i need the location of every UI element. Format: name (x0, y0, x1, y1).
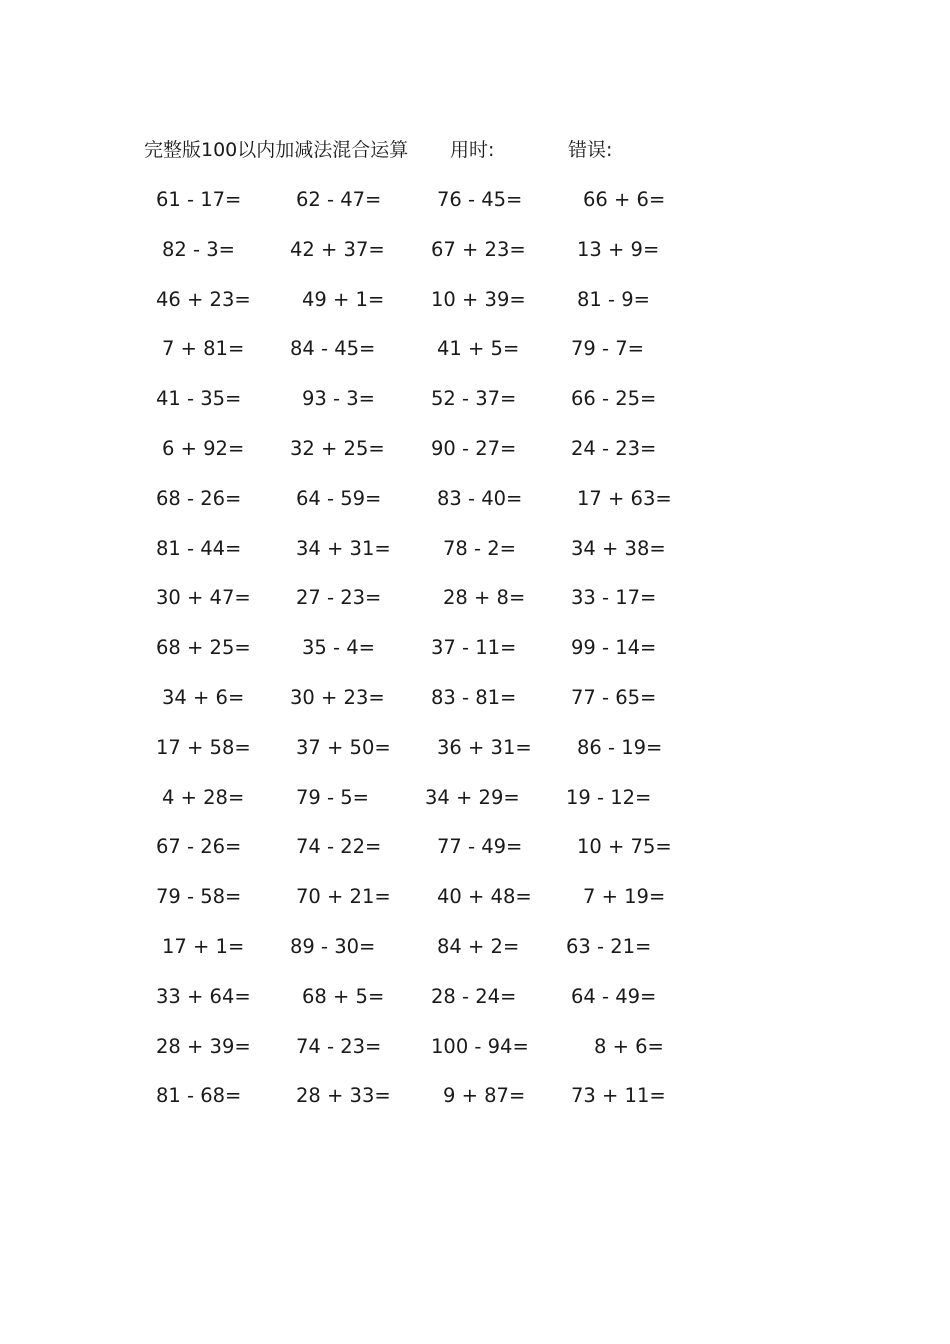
arithmetic-problem: 76 - 45= (437, 188, 523, 211)
problem-row (0, 682, 950, 732)
arithmetic-problem: 9 + 87= (443, 1084, 526, 1108)
problem-row (0, 383, 950, 433)
arithmetic-problem: 83 - 40= (437, 486, 523, 510)
arithmetic-problem: 27 - 23= (296, 586, 382, 610)
arithmetic-problem: 73 + 11= (571, 1084, 666, 1108)
worksheet-title: 完整版100以内加减法混合运算 (144, 139, 409, 161)
arithmetic-problem: 70 + 21= (296, 885, 391, 909)
arithmetic-problem: 89 - 30= (290, 934, 376, 958)
arithmetic-problem: 13 + 9= (577, 237, 660, 261)
problem-row (0, 632, 950, 682)
arithmetic-problem: 100 - 94= (431, 1034, 529, 1058)
arithmetic-problem: 62 - 47= (296, 188, 382, 211)
problem-row (0, 333, 950, 383)
arithmetic-problem: 33 - 17= (571, 586, 657, 610)
arithmetic-problem: 93 - 3= (302, 387, 375, 411)
arithmetic-problem: 79 - 5= (296, 785, 369, 809)
arithmetic-problem: 28 + 33= (296, 1084, 391, 1108)
arithmetic-problem: 64 - 49= (571, 984, 657, 1008)
arithmetic-problem: 81 - 68= (156, 1084, 242, 1108)
problem-row (0, 184, 950, 234)
arithmetic-problem: 84 - 45= (290, 337, 376, 361)
problem-row (0, 931, 950, 981)
arithmetic-problem: 68 - 26= (156, 486, 242, 510)
arithmetic-problem: 10 + 75= (577, 835, 672, 859)
arithmetic-problem: 66 - 25= (571, 387, 657, 411)
arithmetic-problem: 17 + 1= (162, 934, 245, 958)
problem-row (0, 284, 950, 334)
arithmetic-problem: 30 + 23= (290, 685, 385, 709)
arithmetic-problem: 32 + 25= (290, 436, 385, 460)
problem-row (0, 433, 950, 483)
arithmetic-problem: 19 - 12= (566, 785, 652, 809)
arithmetic-problem: 83 - 81= (431, 685, 517, 709)
arithmetic-problem: 37 - 11= (431, 636, 517, 660)
problem-row (0, 483, 950, 533)
errors-label: 错误: (568, 139, 613, 161)
arithmetic-problem: 10 + 39= (431, 287, 526, 311)
arithmetic-problem: 68 + 5= (302, 984, 385, 1008)
arithmetic-problem: 82 - 3= (162, 237, 235, 261)
arithmetic-problem: 7 + 81= (162, 337, 245, 361)
arithmetic-problem: 6 + 92= (162, 436, 245, 460)
problem-row (0, 533, 950, 583)
arithmetic-problem: 77 - 49= (437, 835, 523, 859)
arithmetic-problem: 36 + 31= (437, 735, 532, 759)
arithmetic-problem: 64 - 59= (296, 486, 382, 510)
arithmetic-problem: 34 + 6= (162, 685, 245, 709)
arithmetic-problem: 78 - 2= (443, 536, 516, 560)
arithmetic-problem: 28 + 39= (156, 1034, 251, 1058)
arithmetic-problem: 68 + 25= (156, 636, 251, 660)
problem-row (0, 881, 950, 931)
problem-row (0, 234, 950, 284)
arithmetic-problem: 67 - 26= (156, 835, 242, 859)
arithmetic-problem: 90 - 27= (431, 436, 517, 460)
arithmetic-problem: 7 + 19= (583, 885, 666, 909)
arithmetic-problem: 52 - 37= (431, 387, 517, 411)
time-used-label: 用时: (450, 139, 495, 161)
arithmetic-problem: 67 + 23= (431, 237, 526, 261)
problem-grid (0, 184, 950, 1130)
arithmetic-problem: 86 - 19= (577, 735, 663, 759)
arithmetic-problem: 63 - 21= (566, 934, 652, 958)
arithmetic-problem: 4 + 28= (162, 785, 245, 809)
arithmetic-problem: 35 - 4= (302, 636, 375, 660)
arithmetic-problem: 77 - 65= (571, 685, 657, 709)
arithmetic-problem: 61 - 17= (156, 188, 242, 211)
arithmetic-problem: 17 + 63= (577, 486, 672, 510)
arithmetic-problem: 34 + 38= (571, 536, 666, 560)
arithmetic-problem: 40 + 48= (437, 885, 532, 909)
problem-row (0, 582, 950, 632)
arithmetic-problem: 37 + 50= (296, 735, 391, 759)
arithmetic-problem: 81 - 44= (156, 536, 242, 560)
problem-row (0, 1080, 950, 1130)
arithmetic-problem: 81 - 9= (577, 287, 650, 311)
arithmetic-problem: 41 + 5= (437, 337, 520, 361)
arithmetic-problem: 17 + 58= (156, 735, 251, 759)
problem-row (0, 732, 950, 782)
problem-row (0, 831, 950, 881)
arithmetic-problem: 24 - 23= (571, 436, 657, 460)
arithmetic-problem: 74 - 23= (296, 1034, 382, 1058)
arithmetic-problem: 42 + 37= (290, 237, 385, 261)
problem-row (0, 782, 950, 832)
arithmetic-problem: 49 + 1= (302, 287, 385, 311)
arithmetic-problem: 84 + 2= (437, 934, 520, 958)
arithmetic-problem: 33 + 64= (156, 984, 251, 1008)
arithmetic-problem: 79 - 58= (156, 885, 242, 909)
arithmetic-problem: 99 - 14= (571, 636, 657, 660)
arithmetic-problem: 28 - 24= (431, 984, 517, 1008)
arithmetic-problem: 66 + 6= (583, 188, 666, 211)
worksheet-header (144, 136, 704, 164)
arithmetic-problem: 46 + 23= (156, 287, 251, 311)
arithmetic-problem: 34 + 29= (425, 785, 520, 809)
problem-row (0, 981, 950, 1031)
arithmetic-problem: 28 + 8= (443, 586, 526, 610)
arithmetic-problem: 74 - 22= (296, 835, 382, 859)
problem-row (0, 1031, 950, 1081)
arithmetic-problem: 30 + 47= (156, 586, 251, 610)
arithmetic-problem: 8 + 6= (594, 1034, 664, 1058)
arithmetic-problem: 34 + 31= (296, 536, 391, 560)
arithmetic-problem: 79 - 7= (571, 337, 644, 361)
arithmetic-problem: 41 - 35= (156, 387, 242, 411)
